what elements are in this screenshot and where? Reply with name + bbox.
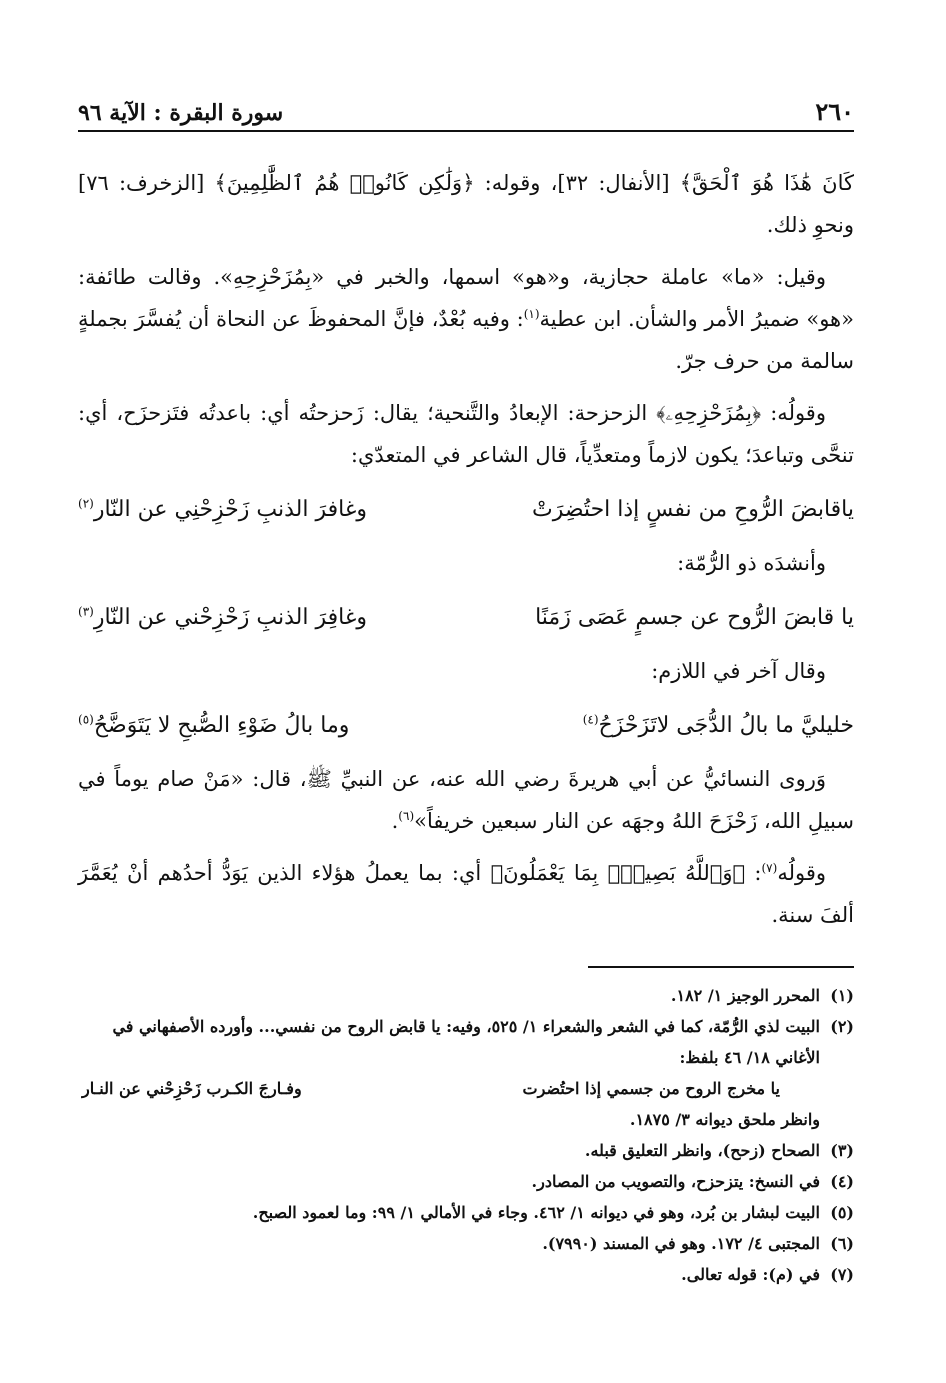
footnote-text: المحرر الوجيز ١/ ١٨٢. <box>670 986 820 1005</box>
verse-1-second-hemistich <box>78 486 367 534</box>
footnote-number: (٤) <box>830 1172 854 1191</box>
footnote-ref-2: (٢) <box>78 496 94 511</box>
footnote-verse <box>78 1073 820 1104</box>
footnote-6 <box>78 1228 854 1259</box>
footnote-3 <box>78 1135 854 1166</box>
verse-3-first-text: خليليَّ ما بالُ الدُّجَى لاتَزَحْزَحُ <box>598 713 854 738</box>
footnote-ref-1: (١) <box>523 307 540 321</box>
footnote-ref-7: (٧) <box>761 861 778 875</box>
main-text <box>78 162 854 936</box>
footnote-7 <box>78 1259 854 1290</box>
paragraph-7-text-b: : ﴿وَٱللَّهُ بَصِيرٌۢ بِمَا يَعْمَلُونَ﴾ أي: بما يعملُ هؤلاء الذين يَوَدُّ أحدُهم أنْ يُعَمَّرَ ألفَ سنة. <box>78 861 854 927</box>
header-rule <box>78 130 854 132</box>
verse-3-first-hemistich <box>583 702 854 750</box>
footnote-ref-6: (٦) <box>398 809 415 823</box>
footnote-text: البيت لذي الرُّمّة، كما في الشعر والشعراء ١/ ٥٢٥، وفيه: يا قابض الروح من نفسي... وأورده الأصفهاني في الأغاني ١٨/ ٤٦ بلفظ: <box>112 1017 820 1067</box>
footnote-number: (٥) <box>830 1203 854 1222</box>
paragraph-5 <box>78 650 854 692</box>
footnote-text: الصحاح (زحح)، وانظر التعليق قبله. <box>584 1141 820 1160</box>
running-title: سورة البقرة : الآية ٩٦ <box>78 100 284 126</box>
book-page <box>78 86 854 1290</box>
footnote-1 <box>78 980 854 1011</box>
paragraph-1-text: كَانَ هَٰذَا هُوَ ٱلْحَقَّ﴾ [الأنفال: ٣٢]، وقوله: ﴿وَلَٰكِن كَانُوا۟ هُمُ ٱلظَّٰلِمِينَ﴾ [الزخرف: ٧٦] ونحوِ ذلك. <box>78 171 854 237</box>
running-header <box>78 86 854 126</box>
paragraph-4-text: وأنشدَه ذو الرُّمّة: <box>677 551 826 575</box>
footnote-2 <box>78 1011 854 1135</box>
verse-2 <box>78 594 854 642</box>
verse-2-second-hemistich <box>78 594 367 642</box>
footnotes <box>78 980 854 1290</box>
footnote-ref-4: (٤) <box>582 712 599 727</box>
footnote-text: في النسخ: يتزحزح، والتصويب من المصادر. <box>531 1172 820 1191</box>
footnote-number: (٧) <box>830 1265 854 1284</box>
verse-2-second-text: وغافِرَ الذنبِ زَحْزِحْني عن النّارِ <box>93 605 367 630</box>
paragraph-6-text: وَروى النسائيُّ عن أبي هريرةَ رضي الله عنه، عن النبيِّ ﷺ، قال: «مَنْ صام يوماً في سبيلِ الله، زَحْزَحَ اللهُ وجهَه عن النار سبعين خريفاً» <box>78 767 854 833</box>
footnote-separator <box>588 966 854 968</box>
footnote-text: المجتبى ٤/ ١٧٢. وهو في المسند (٧٩٩٠). <box>542 1234 820 1253</box>
footnote-number: (٣) <box>830 1141 854 1160</box>
paragraph-2-rest: : وفيه بُعْدٌ، فإنَّ المحفوظَ عن النحاة أن يُفسَّرَ بجملةٍ سالمة من حرف جرّ. <box>78 307 854 373</box>
paragraph-6-end: . <box>391 809 399 833</box>
verse-1 <box>78 486 854 534</box>
footnote-ref-3: (٣) <box>78 604 94 619</box>
paragraph-6 <box>78 758 854 842</box>
page-number: ٢٦٠ <box>815 97 854 126</box>
footnote-number: (٦) <box>830 1234 854 1253</box>
verse-3-second-hemistich <box>78 702 349 750</box>
paragraph-3-text: وقولُه: ﴿بِمُزَحْزِحِهِۦ﴾ الزحزحة: الإبعادُ والتَّنحية؛ يقال: زَحزحتُه أي: باعدتُه فتَزحزَح، أي: تنحَّى وتباعدَ؛ يكون لازماً ومتعدِّياً، قال الشاعر في المتعدّي: <box>78 401 854 467</box>
paragraph-5-text: وقال آخر في اللازم: <box>651 659 826 683</box>
footnote-number: (١) <box>830 986 854 1005</box>
paragraph-1 <box>78 162 854 246</box>
footnote-text: في (م): قوله تعالى. <box>681 1265 820 1284</box>
verse-2-first-hemistich: يا قابضَ الرُّوح عن جسمٍ عَصَى زَمَنًا <box>535 605 854 630</box>
footnote-verse-first: يا مخرج الروح من جسمي إذا احتُضرت <box>522 1079 780 1098</box>
verse-3-second-text: وما بالُ ضَوْءِ الصُّبحِ لا يَتَوَضَّحُ <box>93 713 350 738</box>
verse-1-second-text: وغافرَ الذنبِ زَحْزِحْنِي عن النّار <box>93 497 367 522</box>
paragraph-7 <box>78 852 854 936</box>
footnote-ref-5: (٥) <box>78 712 94 727</box>
footnote-number: (٢) <box>830 1017 854 1036</box>
footnote-text-after: وانظر ملحق ديوانه ٣/ ١٨٧٥. <box>629 1110 820 1129</box>
footnote-body <box>78 1011 820 1135</box>
footnote-4 <box>78 1166 854 1197</box>
paragraph-2-text: وقيل: «ما» عاملة حجازية، و«هو» اسمها، والخبر في «بِمُزَحْزِحِهِ». وقالت طائفة: «هو» ضميرُ الأمر والشأن. ابن عطية <box>78 265 854 331</box>
verse-1-first-hemistich: ياقابضَ الرُّوحِ من نفسٍ إذا احتُضِرَتْ <box>532 497 854 522</box>
verse-3 <box>78 702 854 750</box>
paragraph-3 <box>78 392 854 476</box>
paragraph-7-text-a: وقولُه <box>777 861 826 885</box>
footnote-verse-second: وفـارجَ الكـرب زَحْزِحْني عن النـار <box>82 1079 302 1098</box>
paragraph-4 <box>78 542 854 584</box>
footnote-5 <box>78 1197 854 1228</box>
paragraph-2 <box>78 256 854 382</box>
footnote-text: البيت لبشار بن بُرد، وهو في ديوانه ١/ ٤٦٢. وجاء في الأمالي ١/ ٩٩: وما لعمود الصبح. <box>252 1203 820 1222</box>
